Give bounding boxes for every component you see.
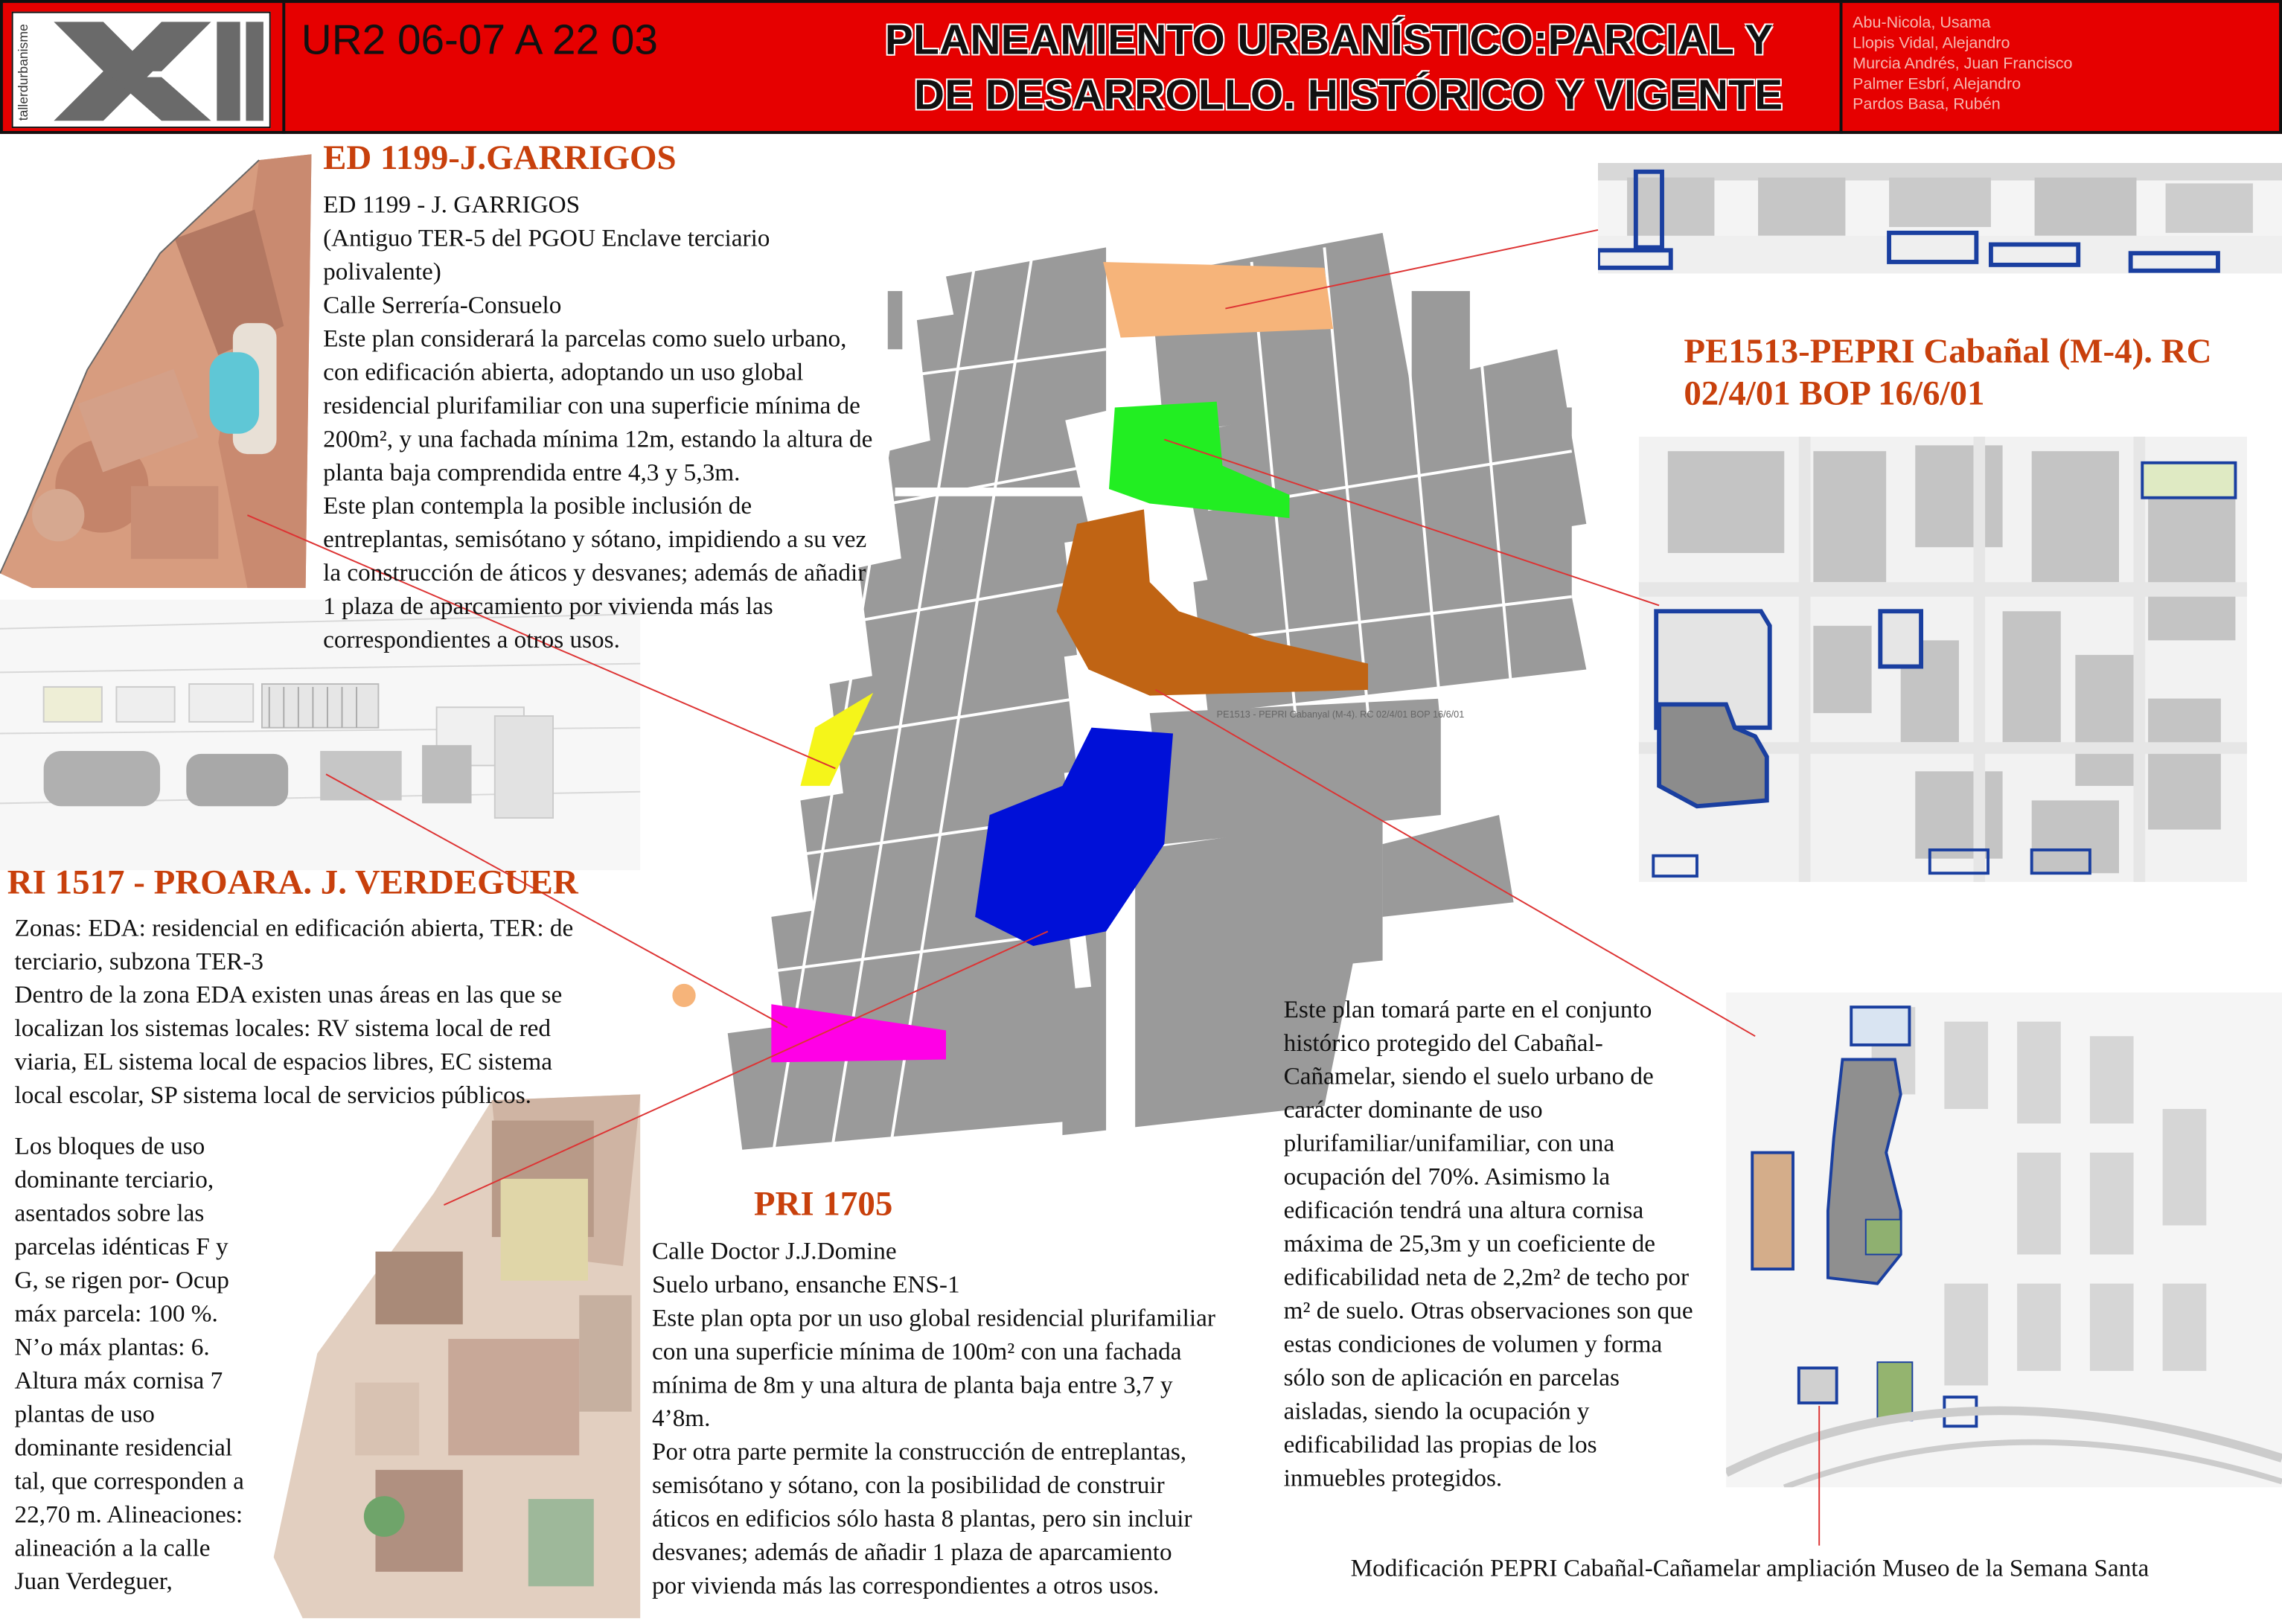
section-text-pri1705 — [652, 1234, 1278, 1602]
section-text-ed1199 — [323, 188, 949, 656]
text-line: aisladas, siendo la ocupación y — [1283, 1397, 1590, 1425]
poster-title-line-1: PLANEAMIENTO URBANÍSTICO:PARCIAL Y — [884, 17, 1774, 65]
text-line: Cañamelar, siendo el suelo urbano de — [1283, 1062, 1654, 1090]
section-text-cabanal — [1284, 993, 1750, 1495]
text-line: asentados sobre las — [14, 1199, 205, 1227]
text-line: plurifamiliar/unifamiliar, con una — [1283, 1129, 1615, 1157]
author: Murcia Andrés, Juan Francisco — [1853, 55, 2073, 73]
text-line: histórico protegido del Cabañal- — [1283, 1029, 1603, 1057]
text-line: con edificación abierta, adoptando un uso global — [323, 358, 804, 386]
text-line: estas condiciones de volumen y forma — [1283, 1330, 1663, 1358]
text-line: edificabilidad las propias de los — [1283, 1430, 1597, 1459]
author: Palmer Esbrí, Alejandro — [1853, 75, 2021, 94]
heading-line: 02/4/01 BOP 16/6/01 — [1684, 375, 1985, 414]
text-line: dominante residencial — [14, 1433, 233, 1462]
text-line: Los bloques de uso — [14, 1132, 205, 1160]
text-line: tal, que corresponden a — [14, 1466, 244, 1495]
heading-line: PE1513-PEPRI Cabañal (M-4). RC — [1684, 333, 2212, 371]
text-line: Juan Verdeguer, — [14, 1567, 173, 1596]
text-line: ED 1199 - J. GARRIGOS — [323, 191, 581, 219]
text-line: Por otra parte permite la construcción de entreplantas, — [651, 1437, 1187, 1466]
text-line: la construcción de áticos y desvanes; además de añadir — [323, 558, 866, 587]
section-text-ri1517-blocks — [15, 1129, 292, 1598]
text-line: máxima de 25,3m y un coeficiente de — [1283, 1230, 1656, 1258]
text-line: N’o máx plantas: 6. — [14, 1333, 210, 1361]
text-line: Dentro de la zona EDA existen unas áreas en las que se — [14, 980, 563, 1009]
text-line: viaria, EL sistema local de espacios libres, EC sistema — [14, 1047, 553, 1076]
text-line: 1 plaza de aparcamiento por vivienda más las — [323, 592, 773, 620]
logo-text: tallerdurbanisme — [16, 24, 31, 121]
text-line: Calle Doctor J.J.Domine — [651, 1237, 897, 1265]
text-line: inmuebles protegidos. — [1283, 1464, 1503, 1492]
text-line: Suelo urbano, ensanche ENS-1 — [651, 1270, 960, 1299]
text-line: ocupación del 70%. Asimismo la — [1283, 1163, 1611, 1191]
text-line: correspondientes a otros usos. — [323, 625, 620, 653]
text-line: con una superficie mínima de 100m² con una fachada — [651, 1337, 1182, 1366]
text-line: Zonas: EDA: residencial en edificación abierta, TER: de — [14, 913, 574, 942]
text-line: por vivienda más las correspondientes a otros usos. — [651, 1571, 1160, 1599]
text-line: alineación a la calle — [14, 1533, 211, 1562]
text-line: carácter dominante de uso — [1283, 1096, 1543, 1124]
text-line: Altura máx cornisa 7 — [14, 1366, 223, 1395]
text-line: dominante terciario, — [14, 1166, 214, 1194]
text-line: m² de suelo. Otras observaciones son que — [1283, 1297, 1693, 1325]
section-heading-ri1517: RI 1517 - PROARA. J. VERDEGUER — [7, 864, 578, 903]
author: Pardos Basa, Rubén — [1853, 96, 2001, 114]
text-line: 4’8m. — [651, 1404, 711, 1433]
text-line: G, se rigen por- Ocup — [14, 1266, 229, 1294]
course-code: UR2 06-07 A 22 03 — [301, 17, 658, 65]
text-line: Este plan contempla la posible inclusión de — [323, 491, 752, 520]
text-line: local escolar, SP sistema local de servicios públicos. — [14, 1081, 531, 1109]
text-line: plantas de uso — [14, 1400, 155, 1428]
text-line: edificación tendrá una altura cornisa — [1283, 1196, 1644, 1224]
author: Abu-Nicola, Usama — [1853, 14, 1991, 33]
text-line: edificabilidad neta de 2,2m² de techo por — [1283, 1263, 1690, 1291]
section-heading-pri1705: PRI 1705 — [753, 1186, 893, 1224]
poster-title-line-2: DE DESARROLLO. HISTÓRICO Y VIGENTE — [913, 72, 1783, 120]
text-line: polivalente) — [323, 258, 441, 286]
text-line: localizan los sistemas locales: RV sistema local de red — [14, 1014, 552, 1043]
text-line: residencial plurifamiliar con una superficie mínima de — [323, 391, 860, 420]
text-line: sólo son de aplicación en parcelas — [1283, 1364, 1620, 1392]
text-line: Calle Serrería-Consuelo — [323, 291, 562, 319]
text-line: planta baja comprendida entre 4,3 y 5,3m. — [323, 458, 741, 487]
section-heading-ed1199: ED 1199-J.GARRIGOS — [323, 139, 677, 178]
text-line: Este plan tomará parte en el conjunto — [1283, 995, 1652, 1023]
text-line: parcelas idénticas F y — [14, 1233, 228, 1261]
text-line: terciario, subzona TER-3 — [14, 947, 264, 976]
section-text-ri1517 — [15, 911, 641, 1112]
text-line: Este plan opta por un uso global residencial plurifamiliar — [651, 1303, 1215, 1332]
text-line: máx parcela: 100 %. — [14, 1299, 218, 1328]
author: Llopis Vidal, Alejandro — [1853, 34, 2010, 53]
caption-museo: Modificación PEPRI Cabañal-Cañamelar ampliación Museo de la Semana Santa — [1350, 1554, 2150, 1582]
text-line: semisótano y sótano, con la posibilidad de construir — [651, 1471, 1165, 1500]
text-line: áticos en edificios sólo hasta 8 plantas, pero sin incluir — [651, 1504, 1192, 1532]
map-plan-label: PE1513 - PEPRI Cabanyal (M-4). RC 02/4/01 BOP 16/6/01 — [1216, 709, 1465, 720]
text-line: 22,70 m. Alineaciones: — [14, 1500, 243, 1529]
text-line: Este plan considerará la parcelas como suelo urbano, — [323, 325, 847, 353]
text-line: (Antiguo TER-5 del PGOU Enclave terciario — [323, 224, 770, 252]
text-line: 200m², y una fachada mínima 12m, estando la altura de — [323, 424, 873, 453]
section-heading-pe1513 — [1684, 332, 2211, 416]
text-line: mínima de 8m y una altura de planta baja entre 3,7 y — [651, 1370, 1173, 1399]
text-line: desvanes; además de añadir 1 plaza de aparcamiento — [651, 1538, 1172, 1566]
text-line: entreplantas, semisótano y sótano, impidiendo a su vez — [323, 525, 867, 554]
